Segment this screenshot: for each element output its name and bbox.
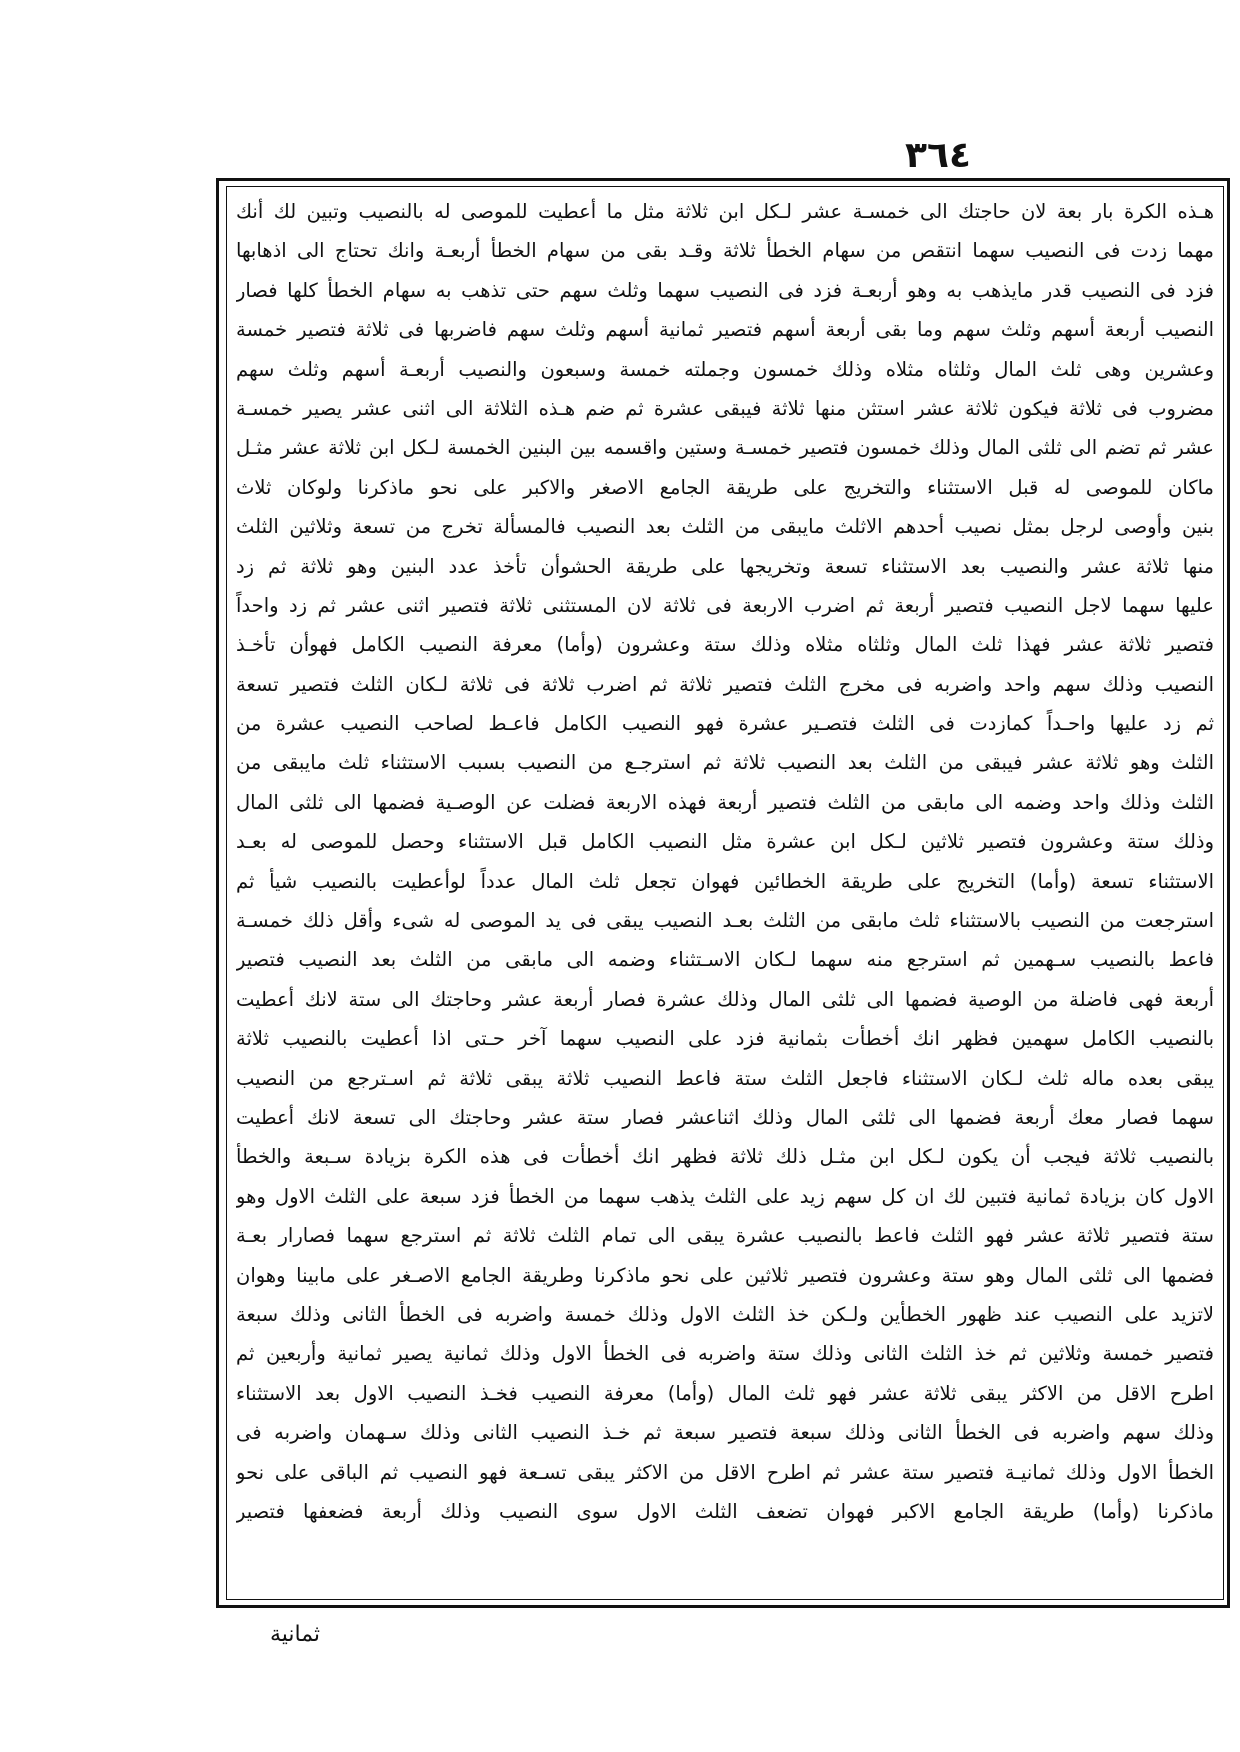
page-number: ٣٦٤	[905, 135, 971, 176]
text-line: وعشرين وهى ثلث المال وثلثاه مثلاه وذلك خمسون وجملته خمسة وسبعون والنصيب أربعـة أسهم وثلث سهم	[236, 357, 1214, 381]
text-line: الاستثناء تسعة (وأما) التخريج على طريقة الخطائين فهوان تجعل ثلث المال عدداً لوأعطيت بالنصيب شيأ ثم	[236, 869, 1214, 893]
main-text-block	[236, 192, 1214, 1592]
text-line: فزد فى النصيب قدر مايذهب به وهو أربعـة فزد فى النصيب سهما وثلث سهم حتى تذهب به سهام الخطأ كلها فصار	[236, 278, 1214, 302]
catchword: ثمانية	[269, 1622, 321, 1647]
text-line: اطرح الاقل من الاكثر يبقى ثلاثة عشر فهو ثلث المال (وأما) معرفة النصيب فخـذ النصيب الاول بعد الاستثناء	[236, 1381, 1214, 1405]
text-line: النصيب وذلك سهم واحد واضربه فى مخرج الثلث فتصير ثلاثة ثم اضرب ثلاثة فى ثلاثة لـكان الثلث فتصير تسعة	[236, 672, 1214, 696]
text-line: الثلث وهو ثلاثة عشر فيبقى من الثلث بعد النصيب ثلاثة ثم استرجـع من النصيب بسبب الاستثناء ثلث مايبقى من	[236, 751, 1214, 775]
text-line: فاعط بالنصيب سـهمين ثم استرجع منه سهما لـكان الاسـتثناء وضمه الى مابقى من الثلث بعد النصيب فتصير	[236, 948, 1214, 972]
text-line: استرجعت من النصيب بالاستثناء ثلث مابقى من الثلث بعـد النصيب يبقى فى يد الموصى له شىء وأقل ذلك خمسـة	[236, 909, 1214, 933]
text-line: ماكان للموصى له قبل الاستثناء والتخريج على طريقة الجامع الاصغر والاكبر على نحو ماذكرنا ولوكان ثلاث	[236, 475, 1214, 499]
text-line: لاتزيد على النصيب عند ظهور الخطأين ولـكن خذ الثلث الاول وذلك خمسة واضربه فى الخطأ الثانى وذلك سبعة	[236, 1302, 1214, 1326]
text-line: ماذكرنا (وأما) طريقة الجامع الاكبر فهوان تضعف الثلث الاول سوى النصيب وذلك أربعة فضعفها فتصير	[236, 1499, 1214, 1523]
text-line: منها ثلاثة عشر والنصيب بعد الاستثناء تسعة وتخريجها على طريقة الحشوأن تأخذ عدد البنين وهو ثلاثة ثم زد	[236, 554, 1214, 578]
text-line: سهما فصار معك أربعة فضمها الى ثلثى المال وذلك اثناعشر فصار ستة عشر وحاجتك الى تسعة لانك أعطيت	[236, 1105, 1214, 1129]
text-line: يبقى بعده ماله ثلث لـكان الاستثناء فاجعل الثلث ستة فاعط النصيب ثلاثة يبقى ثلاثة ثم اسـترجع من النصيب	[236, 1066, 1214, 1090]
text-line: بالنصيب الكامل سهمين فظهر انك أخطأت بثمانية فزد على النصيب سهما آخر حـتى اذا أعطيت بالنصيب ثلاثة	[236, 1027, 1214, 1051]
text-line: مضروب فى ثلاثة فيكون ثلاثة عشر استثن منها ثلاثة فيبقى عشرة ثم ضم هـذه الثلاثة الى اثنى عشر يصير خمسـة	[236, 396, 1214, 420]
text-line: النصيب أربعة أسهم وثلث سهم وما بقى أربعة أسهم فتصير ثمانية أسهم وثلث سهم فاضربها فى ثلاثة فتصير خمسة	[236, 318, 1214, 342]
text-line: وذلك ستة وعشرون فتصير ثلاثين لـكل ابن عشرة مثل النصيب الكامل قبل الاستثناء وحصل للموصى له بعـد	[236, 830, 1214, 854]
text-line: الاول كان بزيادة ثمانية فتبين لك ان كل سهم زيد على الثلث يذهب سهما من الخطأ فزد سبعة على الثلث الاول وهو	[236, 1184, 1214, 1208]
text-line: بنين وأوصى لرجل بمثل نصيب أحدهم الاثلث مايبقى من الثلث بعد النصيب فالمسألة تخرج من تسعة وثلاثين الثلث	[236, 515, 1214, 539]
text-line: الثلث وذلك واحد وضمه الى مابقى من الثلث فتصير أربعة فهذه الاربعة فضلت عن الوصـية فضمها الى ثلثى المال	[236, 790, 1214, 814]
text-line: عليها سهما لاجل النصيب فتصير أربعة ثم اضرب الاربعة فى ثلاثة لان المستثنى ثلاثة فتصير اثنى عشر ثم زد واحداً	[236, 593, 1214, 617]
text-line: ثم زد عليها واحـداً كمازدت فى الثلث فتصـير عشرة فهو النصيب الكامل فاعـط لصاحب النصيب عشرة من	[236, 712, 1214, 736]
text-line: الخطأ الاول وذلك ثمانيـة فتصير ستة عشر ثم اطرح الاقل من الاكثر يبقى تسـعة فهو النصيب ثم الباقى على نحو	[236, 1460, 1214, 1484]
text-line: فتصير خمسة وثلاثين ثم خذ الثلث الثانى وذلك ستة واضربه فى الخطأ الاول وذلك ثمانية يصير ثمانية وأربعين ثم	[236, 1342, 1214, 1366]
text-line: وذلك سهم واضربه فى الخطأ الثانى وذلك سبعة فتصير سبعة ثم خـذ النصيب الثانى وذلك سـهمان واضربه فى	[236, 1421, 1214, 1445]
text-line: عشر ثم تضم الى ثلثى المال وذلك خمسون فتصير خمسـة وستين واقسمه بين البنين الخمسة لـكل ابن ثلاثة عشر مثـل	[236, 436, 1214, 460]
text-line: هـذه الكرة بار بعة لان حاجتك الى خمسـة عشر لـكل ابن ثلاثة مثل ما أعطيت للموصى له بالنصيب وتبين لك أنك	[236, 200, 1214, 223]
text-line: بالنصيب ثلاثة فيجب أن يكون لـكل ابن مثـل ذلك ثلاثة فظهر انك أخطأت فى هذه الكرة بزيادة سـبعة والخطأ	[236, 1145, 1214, 1169]
text-line: أربعة فهى فاضلة من الوصية فضمها الى ثلثى المال وذلك عشرة فصار أربعة عشر وحاجتك الى ستة لانك أعطيت	[236, 987, 1214, 1011]
text-line: فضمها الى ثلثى المال وهو ستة وعشرون فتصير ثلاثين على نحو ماذكرنا وطريقة الجامع الاصـغر على مابينا وهوان	[236, 1263, 1214, 1287]
text-line: مهما زدت فى النصيب سهما انتقص من سهام الخطأ ثلاثة وقـد بقى من سهام الخطأ أربعـة وانك تحتاج الى اذهابها	[236, 239, 1214, 263]
text-line: ستة فتصير ثلاثة عشر فهو الثلث فاعط بالنصيب عشرة يبقى الى تمام الثلث ثلاثة ثم استرجع سهما فصارار بعـة	[236, 1224, 1214, 1248]
text-line: فتصير ثلاثة عشر فهذا ثلث المال وثلثاه مثلاه وذلك ستة وعشرون (وأما) معرفة النصيب الكامل فهوأن تأخـذ	[236, 633, 1214, 657]
